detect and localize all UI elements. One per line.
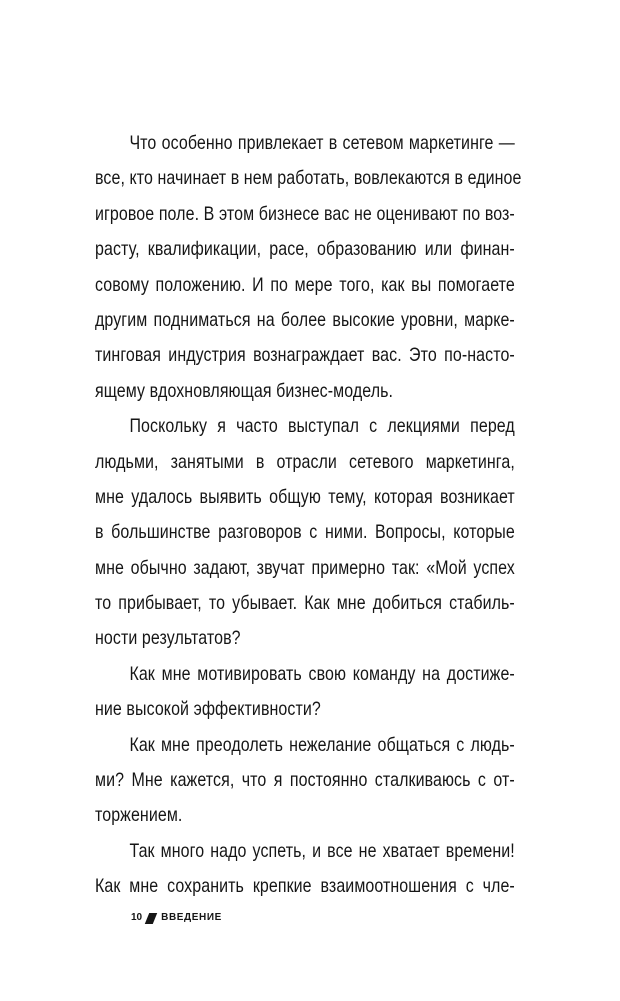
text-line: ми? Мне кажется, что я постоянно сталкиваюсь с от-: [95, 769, 515, 792]
body-text: [95, 126, 522, 905]
text-line: игровое поле. В этом бизнесе вас не оценивают по воз-: [95, 202, 515, 225]
text-line: совому положению. И по мере того, как вы помогаете: [95, 273, 515, 296]
text-line: Как мне преодолеть нежелание общаться с людь-: [129, 733, 515, 756]
text-line: другим подниматься на более высокие уровни, марке-: [95, 308, 515, 331]
text-line: тинговая индустрия вознаграждает вас. Это по-насто-: [95, 344, 515, 367]
text-line: ние высокой эффективности?: [95, 698, 321, 721]
text-line: то прибывает, то убывает. Как мне добиться стабиль-: [95, 592, 515, 615]
text-line: людьми, занятыми в отрасли сетевого маркетинга,: [95, 450, 515, 473]
text-line: Поскольку я часто выступал с лекциями перед: [129, 415, 515, 438]
text-line: ящему вдохновляющая бизнес-модель.: [95, 379, 394, 402]
text-line: Что особенно привлекает в сетевом маркетинге —: [129, 132, 515, 154]
page-number: 10: [131, 912, 143, 923]
text-line: расту, квалификации, расе, образованию или финан-: [95, 238, 515, 261]
section-title: ВВЕДЕНИЕ: [161, 912, 222, 923]
text-line: Так много надо успеть, и все не хватает времени!: [129, 839, 515, 862]
page-footer: [131, 911, 222, 925]
text-line: торжением.: [95, 804, 183, 827]
text-line: все, кто начинает в нем работать, вовлекаются в единое: [95, 167, 522, 190]
slash-divider-icon: [145, 913, 157, 924]
text-line: Как мне мотивировать свою команду на достиже-: [129, 662, 515, 685]
text-line: ности результатов?: [95, 627, 241, 650]
text-line: мне удалось выявить общую тему, которая возникает: [95, 485, 515, 508]
text-line: мне обычно задают, звучат примерно так: «Мой успех: [95, 556, 515, 579]
text-line: в большинстве разговоров с ними. Вопросы, которые: [95, 521, 515, 544]
text-line: Как мне сохранить крепкие взаимоотношения с чле-: [95, 875, 515, 898]
